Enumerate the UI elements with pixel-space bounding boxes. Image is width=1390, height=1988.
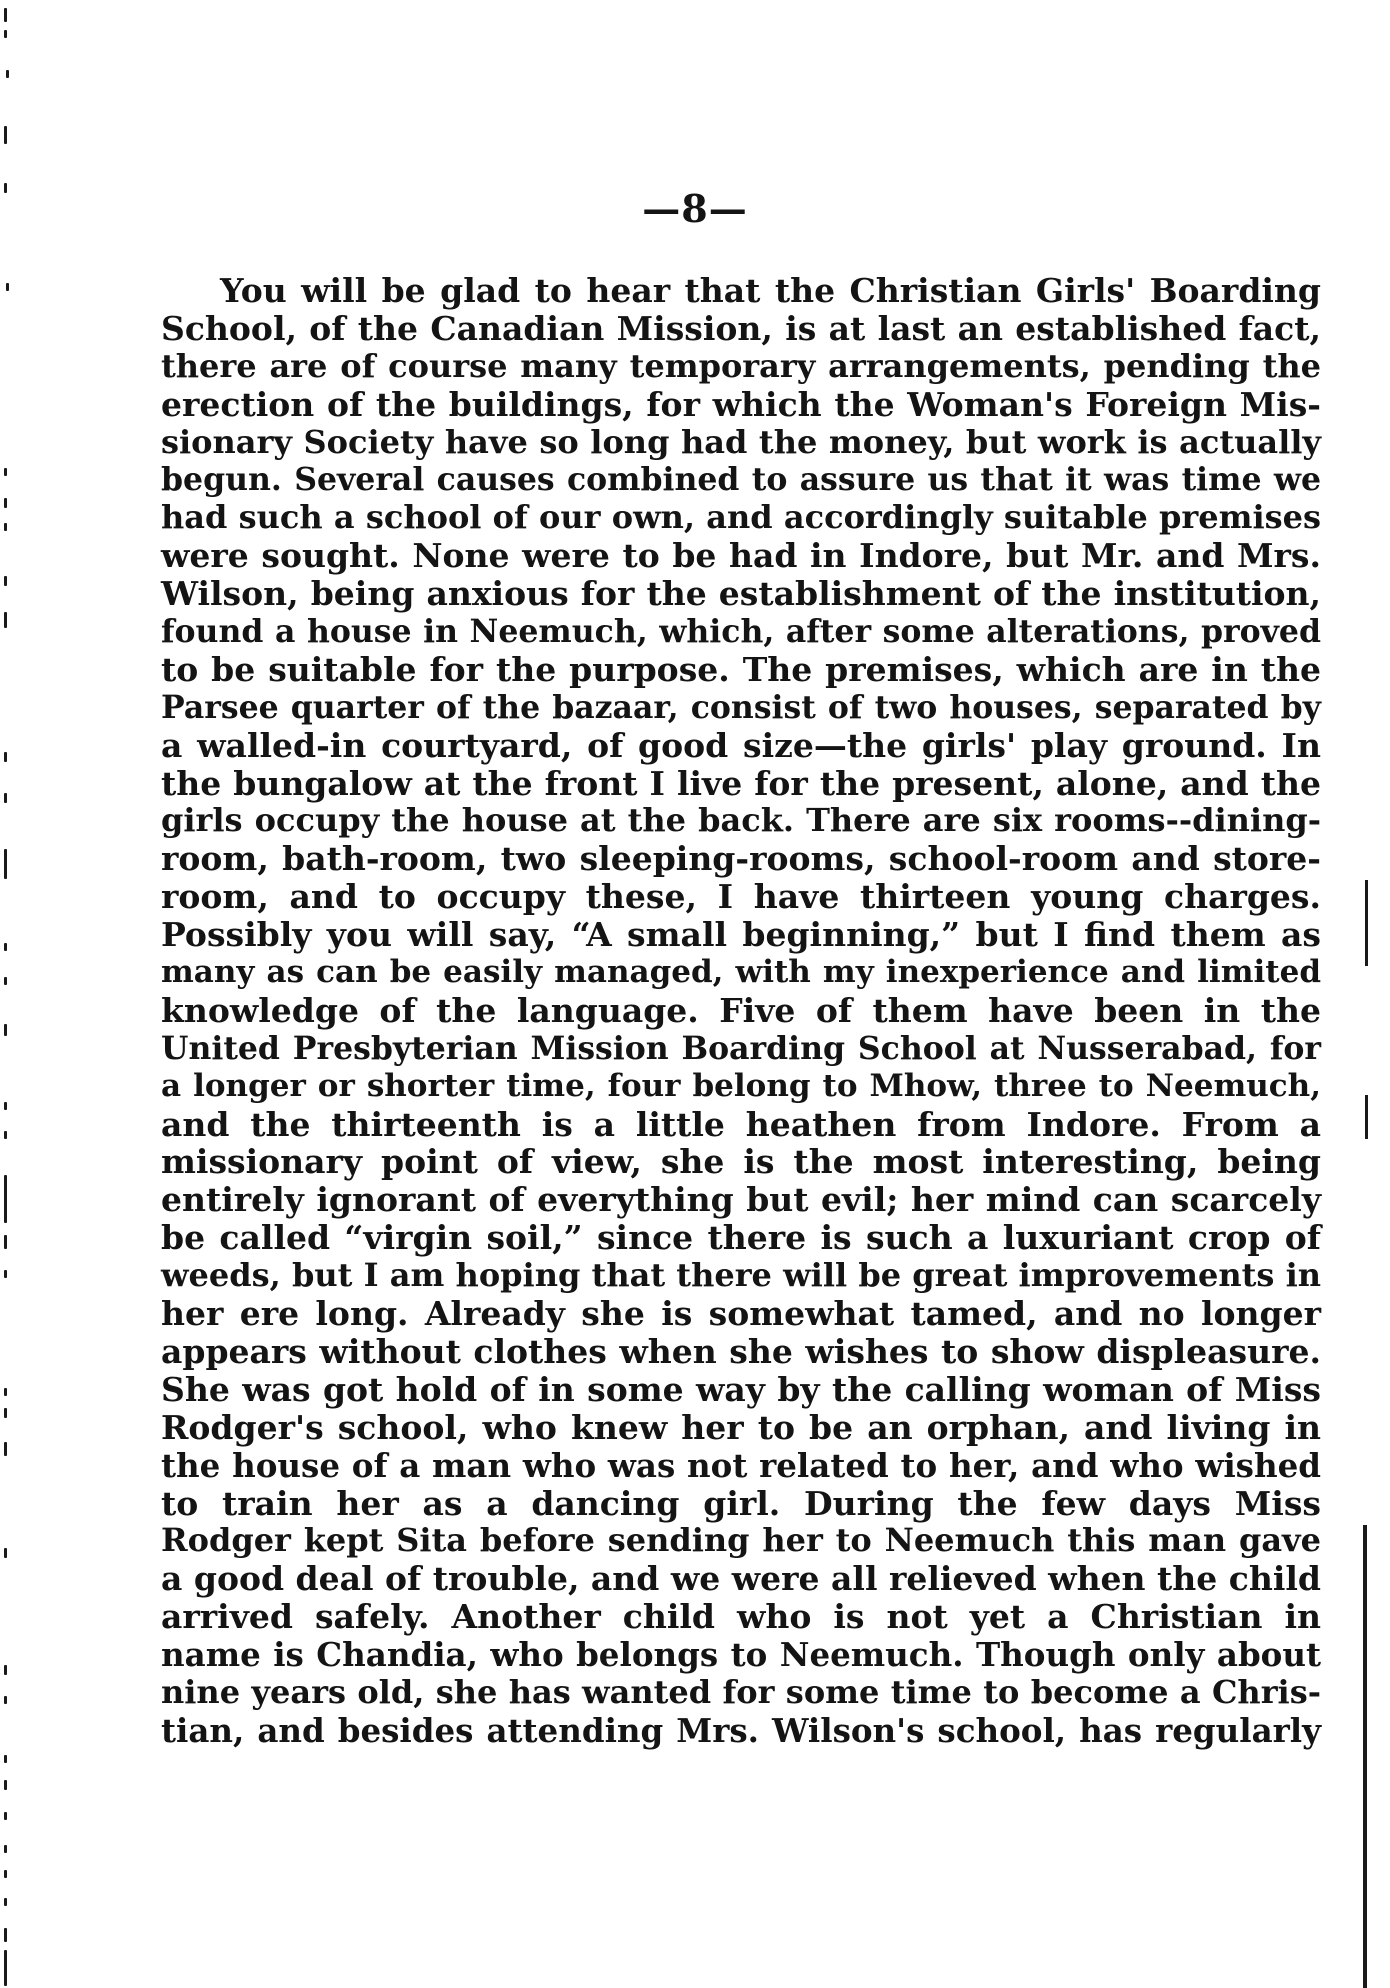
text-line: nine years old, she has wanted for some time to become a Chris- [161,1672,1321,1711]
text-line: and the thirteenth is a little heathen from Indore. From a [161,1104,1321,1144]
text-line: to be suitable for the purpose. The premises, which are in the [161,649,1321,689]
text-line: Rodger kept Sita before sending her to Neemuch this man gave [161,1521,1321,1560]
text-line: were sought. None were to be had in Indore, but Mr. and Mrs. [161,536,1321,576]
text-line: Rodger's school, who knew her to be an orphan, and living in [161,1407,1321,1447]
text-line: girls occupy the house at the back. There are six rooms--dining- [161,801,1321,840]
text-line: begun. Several causes combined to assure us that it was time we [161,461,1321,499]
text-line: be called “virgin soil,” since there is such a luxuriant crop of [161,1218,1321,1258]
text-line: to train her as a dancing girl. During the few days Miss [161,1483,1321,1523]
text-line: room, and to occupy these, I have thirteen young charges. [161,877,1321,917]
text-line: She was got hold of in some way by the calling woman of Miss [161,1369,1321,1409]
scan-edge-mark-middle [1365,1095,1368,1139]
text-line: entirely ignorant of everything but evil; her mind can scarcely [161,1180,1321,1220]
text-line: School, of the Canadian Mission, is at last an established fact, [161,308,1321,348]
page-number: —8— [642,186,748,231]
scan-edge-mark-lower [1363,1525,1367,1988]
scan-margin-marks [4,0,24,1988]
text-line: missionary point of view, she is the most interesting, being [161,1142,1321,1182]
text-line: Wilson, being anxious for the establishment of the institution, [161,574,1321,614]
text-line: tian, and besides attending Mrs. Wilson's school, has regularly [161,1710,1321,1750]
text-line: sionary Society have so long had the money, but work is actually [161,422,1321,461]
text-line: room, bath-room, two sleeping-rooms, school-room and store- [161,839,1321,879]
text-line: her ere long. Already she is somewhat tamed, and no longer [161,1294,1321,1334]
text-line: found a house in Neemuch, which, after some alterations, proved [161,613,1321,651]
text-line: arrived safely. Another child who is not yet a Christian in [161,1597,1321,1637]
text-line: many as can be easily managed, with my inexperience and limited [161,954,1321,991]
text-line: a longer or shorter time, four belong to Mhow, three to Neemuch, [161,1067,1321,1104]
text-line: the house of a man who was not related to her, and who wished [161,1445,1321,1485]
text-line: You will be glad to hear that the Christian Girls' Boarding [220,271,1321,310]
text-line: the bungalow at the front I live for the present, alone, and the [161,763,1321,803]
text-line: appears without clothes when she wishes to show displeasure. [161,1331,1321,1371]
body-text [161,272,1321,1750]
text-line: name is Chandia, who belongs to Neemuch. Though only about [161,1635,1321,1675]
scan-edge-mark-upper [1365,880,1368,966]
text-line: had such a school of our own, and accordingly suitable premises [161,498,1321,537]
text-line: Parsee quarter of the bazaar, consist of two houses, separated by [161,688,1321,726]
text-line: a good deal of trouble, and we were all relieved when the child [161,1559,1321,1599]
text-line: Possibly you will say, “A small beginning,” but I find them as [161,915,1321,955]
text-line: erection of the buildings, for which the Woman's Foreign Mis- [161,384,1321,424]
text-line: a walled-in courtyard, of good size—the girls' play ground. In [161,725,1321,765]
text-line: weeds, but I am hoping that there will be great improvements in [161,1256,1321,1295]
text-line: there are of course many temporary arrangements, pending the [161,346,1321,385]
text-line: knowledge of the language. Five of them have been in the [161,990,1321,1030]
text-line: United Presbyterian Mission Boarding School at Nusserabad, for [161,1029,1321,1067]
